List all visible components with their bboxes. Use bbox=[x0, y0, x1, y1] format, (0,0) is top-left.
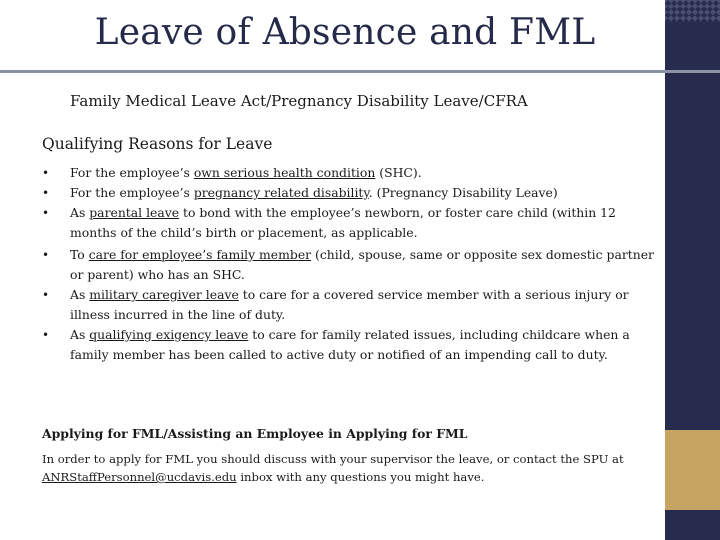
item-text: to bond with the employee’s newborn, or foster care child (within 12 months of the child’s birth or placement, as applicable. bbox=[70, 205, 616, 240]
item-text: For the employee’s bbox=[70, 185, 194, 200]
email-link[interactable]: ANRStaffPersonnel@ucdavis.edu bbox=[42, 470, 237, 484]
item-text: As bbox=[70, 205, 90, 220]
decorative-navy-strip bbox=[665, 0, 720, 430]
item-text: to care for a covered service member with a serious injury or illness incurred in the line of duty. bbox=[70, 287, 629, 322]
bullet-icon: • bbox=[42, 248, 50, 262]
subtitle: Family Medical Leave Act/Pregnancy Disability Leave/CFRA bbox=[70, 92, 528, 110]
bullet-icon: • bbox=[42, 288, 50, 302]
list-item bbox=[42, 163, 657, 183]
item-emphasis: care for employee’s family member bbox=[88, 247, 312, 262]
applying-heading: Applying for FML/Assisting an Employee in Applying for FML bbox=[42, 426, 468, 441]
item-text: For the employee’s bbox=[70, 165, 194, 180]
item-text: (child, spouse, same or opposite sex domestic partner or parent) who has an SHC. bbox=[70, 247, 654, 282]
item-emphasis: parental leave bbox=[89, 205, 180, 220]
title-divider bbox=[0, 70, 720, 73]
bullet-icon: • bbox=[42, 328, 50, 342]
list-item bbox=[42, 183, 657, 203]
list-item bbox=[42, 325, 657, 365]
decorative-navy-block bbox=[665, 510, 720, 540]
qualifying-reasons-list bbox=[42, 163, 657, 365]
bullet-icon: • bbox=[42, 186, 50, 200]
applying-paragraph bbox=[42, 450, 642, 486]
decorative-gold-block bbox=[665, 430, 720, 510]
item-text: As bbox=[70, 287, 90, 302]
bullet-icon: • bbox=[42, 206, 50, 220]
item-text: As bbox=[70, 327, 90, 342]
item-text: to care for family related issues, including childcare when a family member has been called to active duty or notified of an impending call to duty. bbox=[70, 327, 630, 362]
item-emphasis: qualifying exigency leave bbox=[89, 327, 249, 342]
list-item bbox=[42, 245, 657, 285]
list-item bbox=[42, 285, 657, 325]
paragraph-text: In order to apply for FML you should discuss with your supervisor the leave, or contact the SPU at bbox=[42, 452, 624, 466]
qualifying-heading: Qualifying Reasons for Leave bbox=[42, 135, 273, 153]
item-emphasis: pregnancy related disability bbox=[193, 185, 369, 200]
bullet-icon: • bbox=[42, 166, 50, 180]
item-emphasis: military caregiver leave bbox=[89, 287, 239, 302]
item-text: (SHC). bbox=[375, 165, 422, 180]
item-emphasis: own serious health condition bbox=[193, 165, 376, 180]
item-text: To bbox=[70, 247, 89, 262]
paragraph-text: inbox with any questions you might have. bbox=[236, 470, 485, 484]
item-text: . (Pregnancy Disability Leave) bbox=[368, 185, 558, 200]
list-item bbox=[42, 203, 657, 243]
page-title: Leave of Absence and FML bbox=[94, 12, 596, 53]
